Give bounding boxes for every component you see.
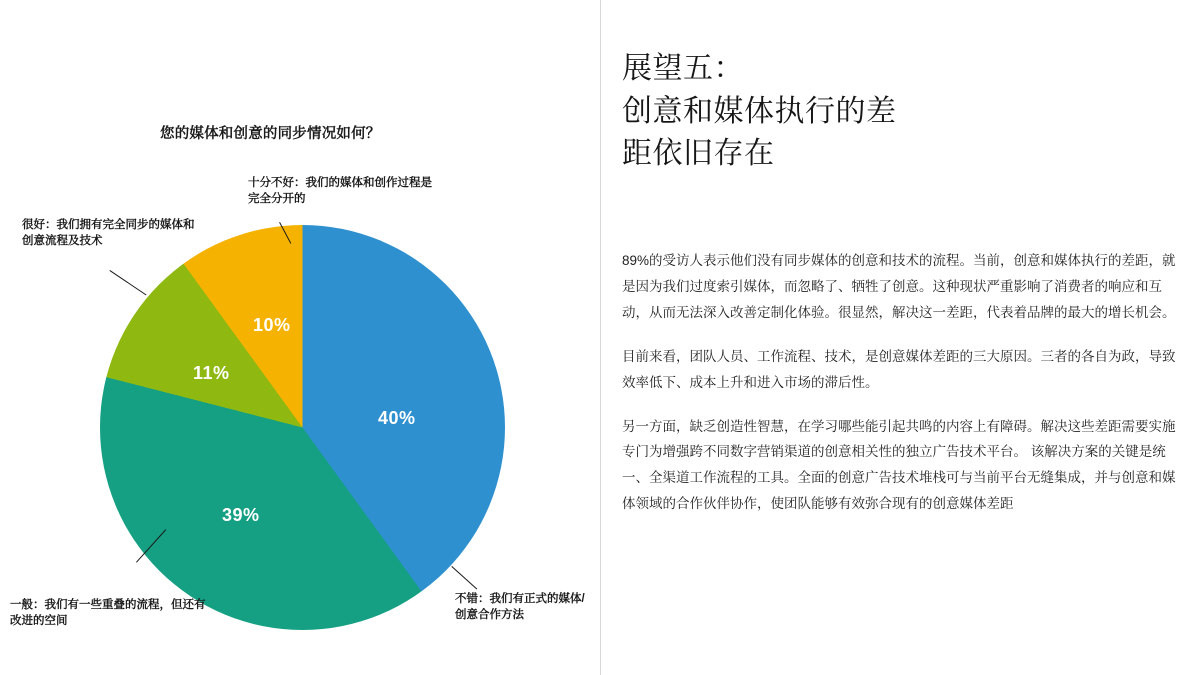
pie-slice-value-blue: 40% [378, 408, 416, 428]
pie-callout-yellow: 十分不好：我们的媒体和创作过程是完全分开的 [248, 177, 432, 205]
headline-line-1: 展望五： [622, 52, 744, 85]
pie-slice-value-green: 11% [193, 363, 230, 383]
pie-callout-green: 很好：我们拥有完全同步的媒体和创意流程及技术 [22, 219, 195, 247]
page-title [622, 48, 1092, 176]
text-panel [600, 0, 1200, 675]
pie-shape [100, 225, 505, 630]
pie-slice-value-teal: 39% [222, 505, 260, 525]
paragraph-1: 89%的受访人表示他们没有同步媒体的创意和技术的流程。当前，创意和媒体执行的差距，就是因为我们过度索引媒体，而忽略了、牺牲了创意。这种现状严重影响了消费者的响应和互动，从而无法深入改善定制化体验。很显然，解决这一差距，代表着品牌的最大的增长机会。 [622, 253, 1176, 320]
paragraph-2: 目前来看，团队人员、工作流程、技术，是创意媒体差距的三大原因。三者的各自为政，导致效率低下、成本上升和进入市场的滞后性。 [622, 348, 1176, 390]
headline-line-2: 创意和媒体执行的差 [622, 94, 897, 128]
pie-callout-blue: 不错：我们有正式的媒体/创意合作方法 [455, 593, 585, 621]
panel-divider [600, 0, 601, 675]
headline-line-3: 距依旧存在 [622, 137, 775, 171]
pie-chart [100, 225, 505, 630]
paragraph-3: 另一方面，缺乏创造性智慧，在学习哪些能引起共鸣的内容上有障碍。解决这些差距需要实施专门为增强跨不同数字营销渠道的创意相关性的独立广告技术平台。 该解决方案的关键是统一、全渠道工作流程的工具。全面的创意广告技术堆栈可与当前平台无缝集成，并与创意和媒体领域的合作伙伴协作，使团队能够有效弥合现有的创意媒体差距 [622, 418, 1176, 512]
pie-callout-teal: 一般：我们有一些重叠的流程，但还有改进的空间 [10, 599, 206, 627]
pie-slice-value-yellow: 10% [253, 315, 291, 335]
chart-title: 您的媒体和创意的同步情况如何？ [160, 126, 381, 142]
body-copy [622, 248, 1180, 535]
